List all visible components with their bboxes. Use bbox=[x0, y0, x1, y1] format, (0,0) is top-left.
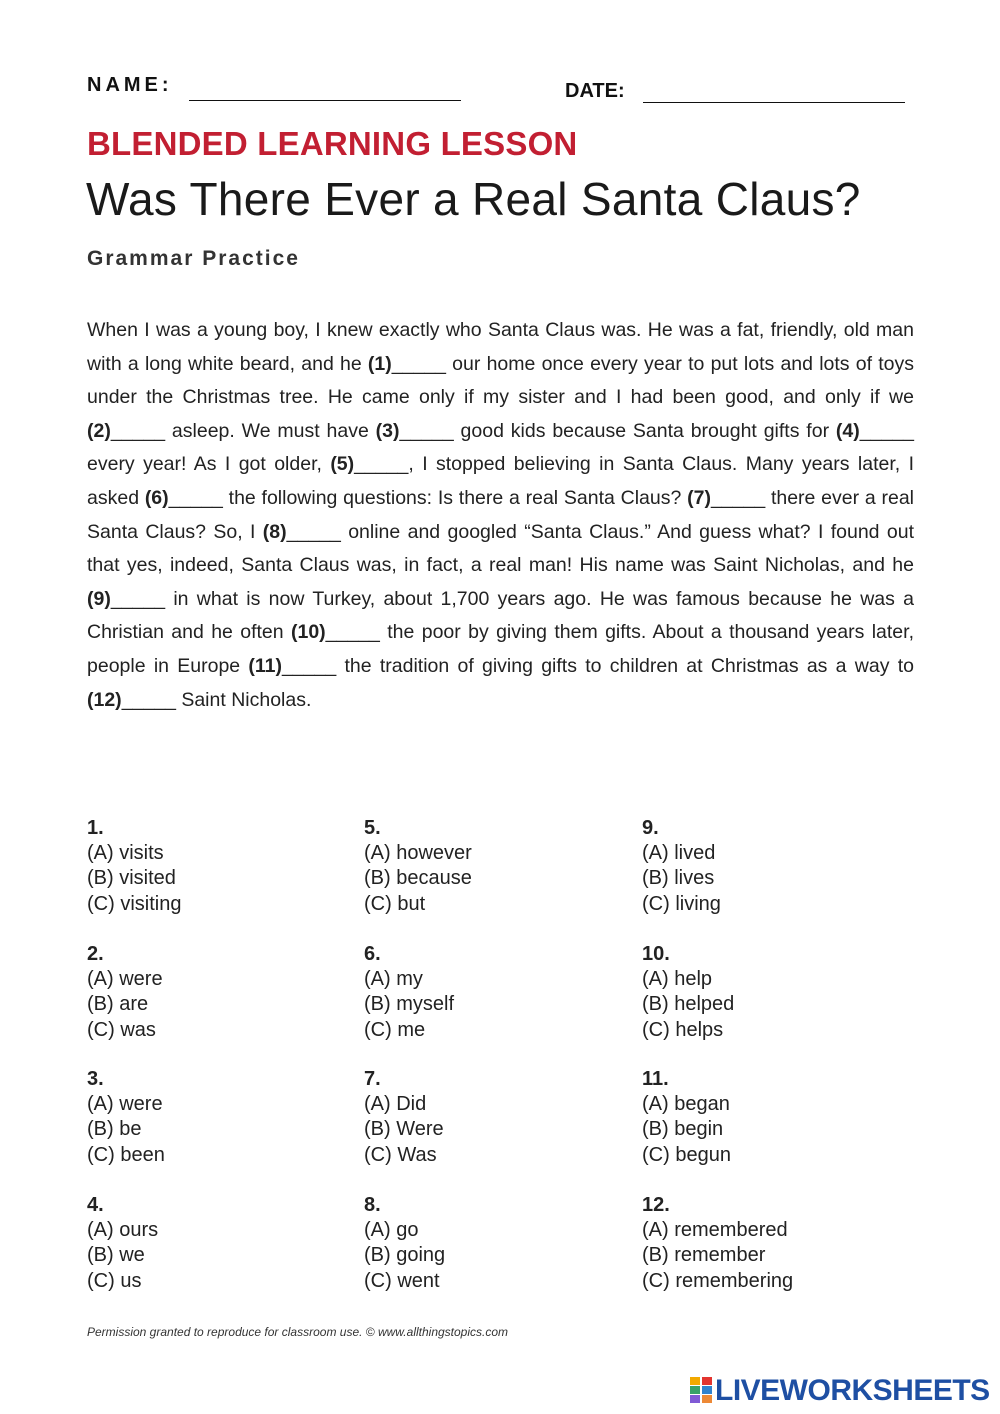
question-item bbox=[364, 816, 624, 917]
question-number: 10. bbox=[642, 943, 670, 965]
passage-text: _____, I stopped believing in Santa Claus. Many years later, I asked bbox=[87, 453, 914, 509]
page-title: Was There Ever a Real Santa Claus? bbox=[86, 173, 861, 225]
header-row bbox=[87, 74, 917, 104]
answer-option[interactable]: (A) lived bbox=[642, 842, 716, 865]
answer-option[interactable]: (C) was bbox=[87, 1018, 156, 1041]
answer-option[interactable]: (C) Was bbox=[364, 1143, 437, 1166]
blank-number: (12) bbox=[87, 688, 122, 711]
passage-text: _____ online and googled “Santa Claus.” And guess what? I found out that yes, indeed, Santa Claus was, in fact, a real man! His name was Saint Nicholas, and he bbox=[87, 520, 914, 577]
answer-option[interactable]: (B) we bbox=[87, 1244, 145, 1267]
answer-option[interactable]: (B) going bbox=[364, 1244, 446, 1267]
name-label: NAME: bbox=[87, 74, 173, 96]
question-item bbox=[642, 816, 902, 917]
blank-number: (6) bbox=[144, 486, 169, 509]
question-item bbox=[642, 942, 902, 1043]
passage-text: _____ asleep. We must have bbox=[110, 419, 376, 442]
passage-text: _____ the tradition of giving gifts to children at Christmas as a way to bbox=[282, 654, 914, 677]
question-number: 6. bbox=[364, 943, 381, 965]
name-line bbox=[189, 100, 461, 101]
blank-number: (2) bbox=[87, 419, 111, 442]
blank-number: (7) bbox=[687, 486, 711, 509]
question-number: 5. bbox=[364, 817, 381, 839]
passage-text: _____ good kids because Santa brought gifts for bbox=[399, 419, 836, 442]
blank-number: (1) bbox=[367, 352, 392, 375]
answer-option[interactable]: (B) myself bbox=[364, 993, 454, 1016]
answer-option[interactable]: (B) begin bbox=[642, 1118, 724, 1141]
answer-option[interactable]: (B) be bbox=[87, 1118, 142, 1141]
answer-option[interactable]: (C) helps bbox=[642, 1018, 724, 1041]
question-item bbox=[364, 1193, 624, 1294]
lesson-heading: BLENDED LEARNING LESSON bbox=[87, 125, 578, 162]
answer-option[interactable]: (A) go bbox=[364, 1219, 419, 1242]
passage-text: _____ Saint Nicholas. bbox=[121, 688, 312, 711]
question-number: 12. bbox=[642, 1194, 670, 1216]
answer-option[interactable]: (A) Did bbox=[364, 1093, 427, 1116]
answer-option[interactable]: (B) lives bbox=[642, 867, 715, 890]
blank-number: (9) bbox=[87, 587, 111, 610]
liveworksheets-wordmark: LIVEWORKSHEETS bbox=[715, 1374, 990, 1407]
answer-option[interactable]: (C) living bbox=[642, 892, 721, 915]
question-number: 3. bbox=[87, 1068, 104, 1090]
question-item bbox=[87, 1193, 347, 1294]
answer-option[interactable]: (B) helped bbox=[642, 993, 735, 1016]
answer-option[interactable]: (A) my bbox=[364, 968, 423, 991]
question-item bbox=[87, 1067, 347, 1168]
liveworksheets-brand[interactable] bbox=[690, 1373, 990, 1407]
passage-text: _____ every year! As I got older, bbox=[87, 419, 914, 476]
question-number: 2. bbox=[87, 943, 104, 965]
passage-text: _____ the poor by giving them gifts. About a thousand years later, people in Europe bbox=[87, 621, 914, 677]
answer-option[interactable]: (A) visits bbox=[87, 842, 164, 865]
date-line bbox=[643, 102, 905, 103]
question-number: 1. bbox=[87, 817, 104, 839]
question-item bbox=[87, 942, 347, 1043]
footer-note: Permission granted to reproduce for classroom use. © www.allthingstopics.com bbox=[87, 1325, 509, 1339]
question-number: 4. bbox=[87, 1194, 104, 1216]
answer-option[interactable]: (A) were bbox=[87, 1093, 163, 1116]
question-item bbox=[364, 1067, 624, 1168]
blank-number: (10) bbox=[290, 621, 326, 644]
answer-option[interactable]: (A) remembered bbox=[642, 1219, 788, 1242]
blank-number: (11) bbox=[248, 654, 282, 677]
passage bbox=[87, 314, 914, 717]
answer-option[interactable]: (B) because bbox=[364, 867, 472, 890]
answer-option[interactable]: (A) were bbox=[87, 968, 163, 991]
answer-option[interactable]: (C) but bbox=[364, 892, 426, 915]
blank-number: (3) bbox=[375, 419, 400, 442]
questions-grid bbox=[87, 816, 927, 1296]
passage-text: _____ our home once every year to put lots and lots of toys under the Christmas tree. He came only if my sister and I had been good, and only if we bbox=[87, 352, 914, 409]
passage-text: _____ the following questions: Is there a real Santa Claus? bbox=[168, 486, 688, 509]
answer-option[interactable]: (C) visiting bbox=[87, 892, 182, 915]
answer-option[interactable]: (C) begun bbox=[642, 1143, 731, 1166]
blank-number: (4) bbox=[835, 419, 860, 442]
answer-option[interactable]: (A) ours bbox=[87, 1219, 159, 1242]
date-label: DATE: bbox=[565, 80, 625, 102]
question-number: 9. bbox=[642, 817, 659, 839]
answer-option[interactable]: (B) Were bbox=[364, 1118, 444, 1141]
answer-option[interactable]: (C) remembering bbox=[642, 1269, 794, 1292]
question-item bbox=[87, 816, 347, 917]
question-number: 8. bbox=[364, 1194, 381, 1216]
subtitle: Grammar Practice bbox=[87, 247, 300, 270]
answer-option[interactable]: (B) remember bbox=[642, 1244, 766, 1267]
question-item bbox=[642, 1193, 902, 1294]
answer-option[interactable]: (C) me bbox=[364, 1018, 426, 1041]
question-number: 7. bbox=[364, 1068, 381, 1090]
answer-option[interactable]: (A) help bbox=[642, 968, 713, 991]
answer-option[interactable]: (B) are bbox=[87, 993, 149, 1016]
question-number: 11. bbox=[642, 1068, 669, 1090]
passage-text: When I was a young boy, I knew exactly who Santa Claus was. He was a fat, friendly, old man with a long white beard, and he bbox=[87, 319, 914, 375]
answer-option[interactable]: (A) began bbox=[642, 1093, 730, 1116]
blank-number: (5) bbox=[330, 453, 355, 476]
passage-text: _____ in what is now Turkey, about 1,700 years ago. He was famous because he was a Christian and he often bbox=[87, 587, 914, 644]
question-item bbox=[642, 1067, 902, 1168]
blank-number: (8) bbox=[262, 520, 287, 543]
answer-option[interactable]: (A) however bbox=[364, 842, 472, 865]
liveworksheets-logo-icon bbox=[690, 1377, 712, 1403]
passage-text: _____ there ever a real Santa Claus? So, I bbox=[87, 486, 915, 543]
answer-option[interactable]: (C) us bbox=[87, 1269, 142, 1292]
answer-option[interactable]: (B) visited bbox=[87, 867, 176, 890]
answer-option[interactable]: (C) been bbox=[87, 1143, 165, 1166]
question-item bbox=[364, 942, 624, 1043]
answer-option[interactable]: (C) went bbox=[364, 1269, 440, 1292]
